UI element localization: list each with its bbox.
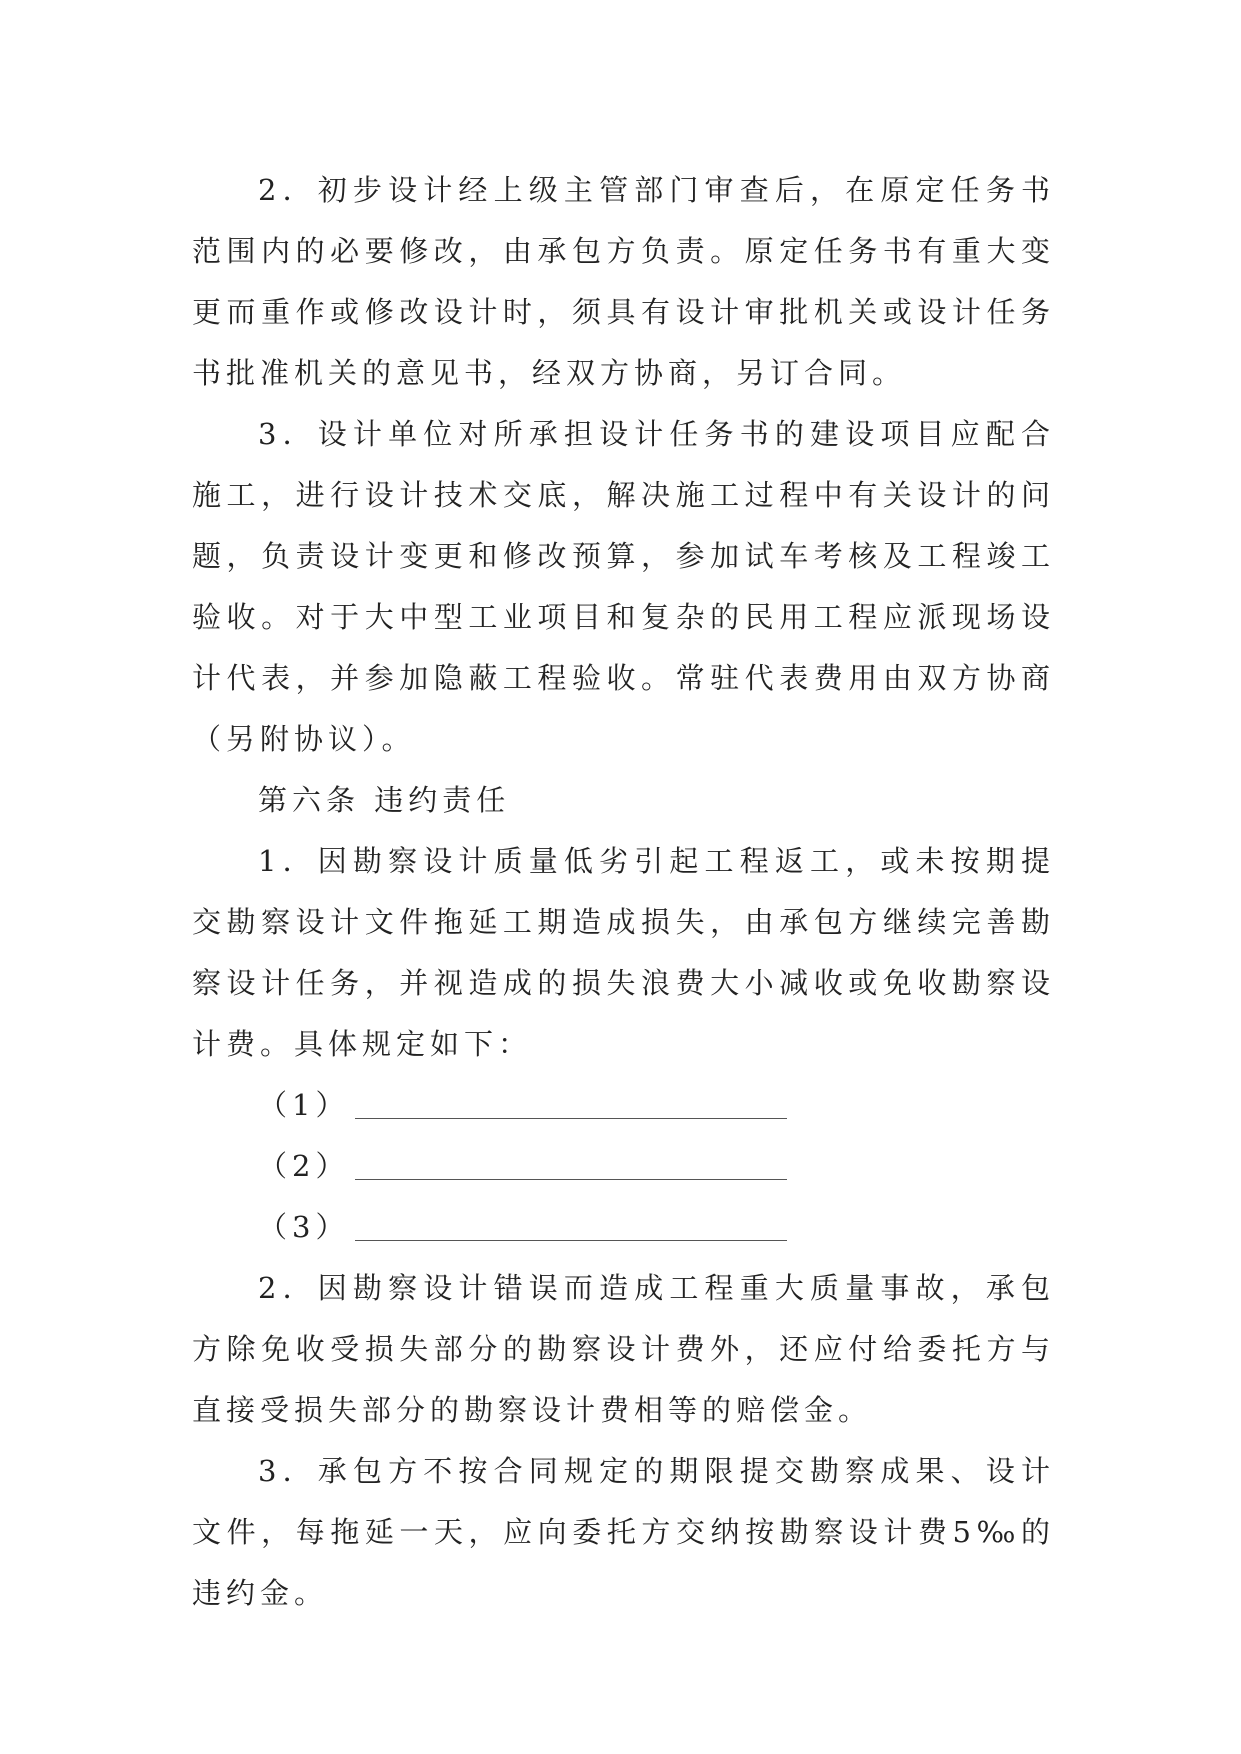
blank-item-label: （1）	[258, 1088, 350, 1122]
paragraph-breach-item-2: 2．因勘察设计错误而造成工程重大质量事故，承包方除免收受损失部分的勘察设计费外，还应付给委托方与直接受损失部分的勘察设计费相等的赔偿金。	[192, 1271, 1055, 1427]
blank-item-1	[192, 1075, 1055, 1136]
paragraph-2-design-changes: 2．初步设计经上级主管部门审查后，在原定任务书范围内的必要修改，由承包方负责。原定任务书有重大变更而重作或修改设计时，须具有设计审批机关或设计任务书批准机关的意见书，经双方协商，另订合同。	[192, 173, 1055, 390]
blank-item-label: （2）	[258, 1149, 350, 1183]
fill-in-blank-line	[355, 1178, 787, 1180]
paragraph-breach-item-3: 3．承包方不按合同规定的期限提交勘察成果、设计文件，每拖延一天，应向委托方交纳按勘察设计费5‰的违约金。	[192, 1454, 1055, 1610]
document-body	[192, 160, 1055, 1624]
blank-item-label: （3）	[258, 1210, 350, 1244]
fill-in-blank-line	[355, 1239, 787, 1241]
section-heading-article-6: 第六条 违约责任	[258, 783, 511, 817]
blank-item-3	[192, 1197, 1055, 1258]
paragraph-breach-item-1: 1．因勘察设计质量低劣引起工程返工，或未按期提交勘察设计文件拖延工期造成损失，由承包方继续完善勘察设计任务，并视造成的损失浪费大小减收或免收勘察设计费。具体规定如下：	[192, 844, 1055, 1061]
blank-item-2	[192, 1136, 1055, 1197]
paragraph-3-construction-cooperation: 3．设计单位对所承担设计任务书的建设项目应配合施工，进行设计技术交底，解决施工过程中有关设计的问题，负责设计变更和修改预算，参加试车考核及工程竣工验收。对于大中型工业项目和复杂的民用工程应派现场设计代表，并参加隐蔽工程验收。常驻代表费用由双方协商（另附协议）。	[192, 417, 1055, 756]
fill-in-blank-line	[355, 1117, 787, 1119]
